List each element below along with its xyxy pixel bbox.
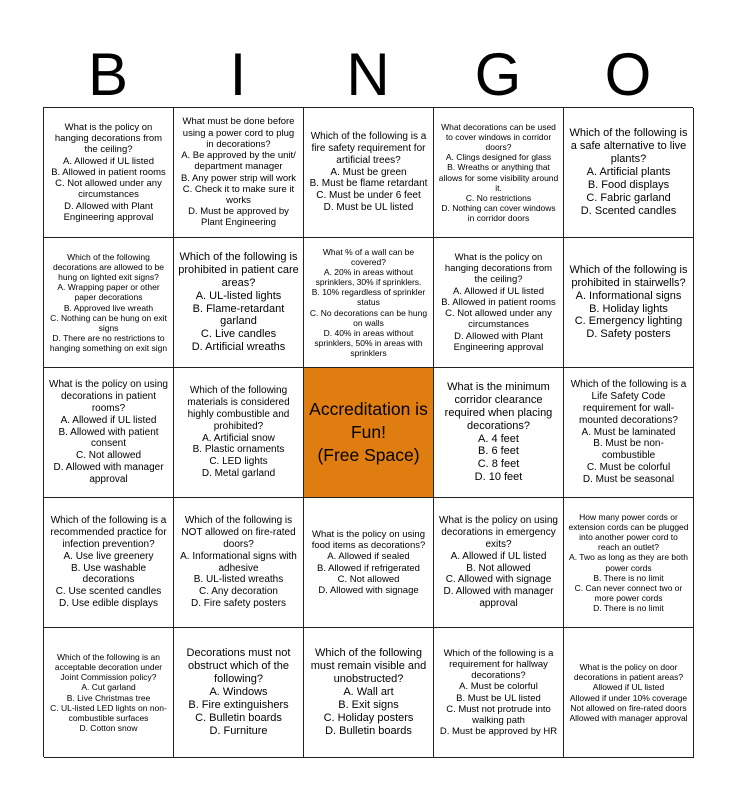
bingo-cell-r2c2: Which of the following is prohibited in patient care areas? A. UL-listed lights B. Flame-retardant garland C. Live candles D. Artificial wreaths xyxy=(174,238,304,368)
bingo-cell-r2c1: Which of the following decorations are allowed to be hung on lighted exit signs? A. Wrapping paper or other paper decorations B. Approved live wreath C. Nothing can be hung on exit signs D. There are no restrictions to hanging something on exit sign xyxy=(44,238,174,368)
bingo-cell-r5c3: Which of the following must remain visible and unobstructed? A. Wall art B. Exit signs C. Holiday posters D. Bulletin boards xyxy=(304,628,434,758)
bingo-cell-r4c3: What is the policy on using food items as decorations? A. Allowed if sealed B. Allowed if refrigerated C. Not allowed D. Allowed with signage xyxy=(304,498,434,628)
bingo-cell-r2c5: Which of the following is prohibited in stairwells? A. Informational signs B. Holiday lights C. Emergency lighting D. Safety posters xyxy=(564,238,694,368)
bingo-cell-r4c4: What is the policy on using decorations in emergency exits? A. Allowed if UL listed B. Not allowed C. Allowed with signage D. Allowed with manager approval xyxy=(434,498,564,628)
bingo-cell-r1c4: What decorations can be used to cover windows in corridor doors? A. Clings designed for glass B. Wreaths or anything that allows for some visibility around it. C. No restrictions D. Nothing can cover windows in corridor doors xyxy=(434,108,564,238)
header-letter-g: G xyxy=(474,41,522,108)
free-space-cell: Accreditation is Fun! (Free Space) xyxy=(304,368,434,498)
bingo-header xyxy=(43,40,693,110)
bingo-cell-r4c1: Which of the following is a recommended practice for infection prevention? A. Use live greenery B. Use washable decorations C. Use scented candles D. Use edible displays xyxy=(44,498,174,628)
bingo-cell-r5c1: Which of the following is an acceptable decoration under Joint Commission policy? A. Cut garland B. Live Christmas tree C. UL-listed LED lights on non-combustible surfaces D. Cotton snow xyxy=(44,628,174,758)
header-letter-i: I xyxy=(229,41,247,108)
bingo-cell-r2c4: What is the policy on hanging decorations from the ceiling? A. Allowed if UL listed B. Allowed in patient rooms C. Not allowed under any circumstances D. Allowed with Plant Engineering approval xyxy=(434,238,564,368)
bingo-cell-r5c4: Which of the following is a requirement for hallway decorations? A. Must be colorful B. Must be UL listed C. Must not protrude into walking path D. Must be approved by HR xyxy=(434,628,564,758)
header-letter-n: N xyxy=(346,41,390,108)
bingo-cell-r4c2: Which of the following is NOT allowed on fire-rated doors? A. Informational signs with adhesive B. UL-listed wreaths C. Any decoration D. Fire safety posters xyxy=(174,498,304,628)
bingo-cell-r5c2: Decorations must not obstruct which of the following? A. Windows B. Fire extinguishers C. Bulletin boards D. Furniture xyxy=(174,628,304,758)
bingo-cell-r3c1: What is the policy on using decorations in patient rooms? A. Allowed if UL listed B. Allowed with patient consent C. Not allowed D. Allowed with manager approval xyxy=(44,368,174,498)
bingo-cell-r3c4: What is the minimum corridor clearance required when placing decorations? A. 4 feet B. 6 feet C. 8 feet D. 10 feet xyxy=(434,368,564,498)
bingo-cell-r1c5: Which of the following is a safe alternative to live plants? A. Artificial plants B. Food displays C. Fabric garland D. Scented candles xyxy=(564,108,694,238)
bingo-cell-r1c1: What is the policy on hanging decorations from the ceiling? A. Allowed if UL listed B. Allowed in patient rooms C. Not allowed under any circumstances D. Allowed with Plant Engineering approval xyxy=(44,108,174,238)
bingo-cell-r1c2: What must be done before using a power cord to plug in decorations? A. Be approved by the unit/ department manager B. Any power strip will work C. Check it to make sure it works D. Must be approved by Plant Engineering xyxy=(174,108,304,238)
bingo-card-grid xyxy=(43,107,693,757)
header-letter-b: B xyxy=(87,41,129,108)
bingo-cell-r3c5: Which of the following is a Life Safety Code requirement for wall-mounted decorations? A. Must be laminated B. Must be non-combustible C. Must be colorful D. Must be seasonal xyxy=(564,368,694,498)
bingo-cell-r5c5: What is the policy on door decorations in patient areas? Allowed if UL listed Allowed if under 10% coverage Not allowed on fire-rated doors Allowed with manager approval xyxy=(564,628,694,758)
bingo-cell-r3c2: Which of the following materials is considered highly combustible and prohibited? A. Artificial snow B. Plastic ornaments C. LED lights D. Metal garland xyxy=(174,368,304,498)
header-letter-o: O xyxy=(604,41,652,108)
bingo-cell-r2c3: What % of a wall can be covered? A. 20% in areas without sprinklers, 30% if sprinklers. B. 10% regardless of sprinkler status C. No decorations can be hung on walls D. 40% in areas without sprinklers, 50% in areas with sprinklers xyxy=(304,238,434,368)
bingo-cell-r1c3: Which of the following is a fire safety requirement for artificial trees? A. Must be green B. Must be flame retardant C. Must be under 6 feet D. Must be UL listed xyxy=(304,108,434,238)
bingo-cell-r4c5: How many power cords or extension cords can be plugged into another power cord to reach an outlet? A. Two as long as they are both power cords B. There is no limit C. Can never connect two or more power cords D. There is no limit xyxy=(564,498,694,628)
